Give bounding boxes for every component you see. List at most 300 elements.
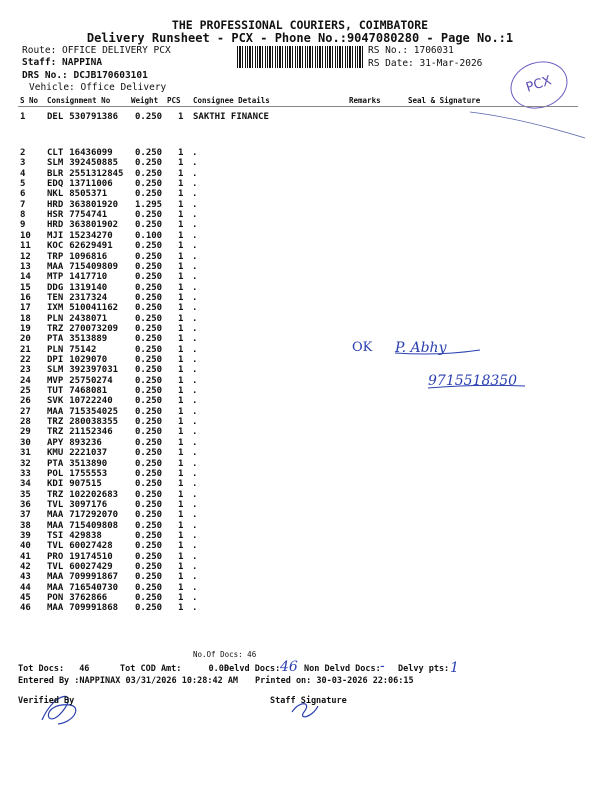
row-weight: 0.250 (135, 541, 163, 552)
row-consignment-number: 270073209 (69, 323, 119, 334)
row-consignment-number: 530791386 (69, 112, 119, 122)
row-consignee: . (192, 468, 198, 479)
row-branch-code: DEL (47, 112, 64, 122)
row-consignment-number: 1096816 (69, 251, 108, 262)
row-pcs: 1 (178, 417, 184, 428)
row-weight: 0.250 (135, 551, 163, 562)
no-of-docs: No.Of Docs: 46 (193, 650, 257, 659)
row-weight: 0.250 (135, 479, 163, 490)
row-consignee: . (192, 344, 198, 355)
row-consignee: . (192, 272, 198, 283)
delvd-docs-label: Delvd Docs: (224, 664, 281, 674)
row-branch-code: CLT (47, 148, 64, 158)
row-sno: 43 (20, 572, 31, 583)
row-consignment-number: 1319140 (69, 282, 108, 293)
tot-docs (18, 664, 89, 674)
row-sno: 45 (20, 593, 31, 604)
row-consignee: . (192, 303, 198, 314)
row-consignment-number: 16436099 (69, 148, 113, 158)
row-weight: 0.100 (135, 230, 163, 241)
verified-by-label: Verified By (18, 696, 75, 706)
row-consignee: . (192, 199, 198, 210)
row-weight: 0.250 (135, 406, 163, 417)
phone-underline (428, 385, 525, 388)
row-weight: 0.250 (135, 510, 163, 521)
row-pcs: 1 (178, 344, 184, 355)
row-consignment-number: 10722240 (69, 396, 113, 407)
col-sno: S No (20, 96, 39, 105)
row-sno: 11 (20, 241, 31, 252)
row-branch-code: PTA (47, 334, 64, 345)
row-sno: 41 (20, 551, 31, 562)
row-consignee: . (192, 158, 198, 169)
row-pcs: 1 (178, 562, 184, 572)
row-sno: 18 (20, 313, 31, 324)
row-weight: 0.250 (135, 303, 163, 314)
tot-docs-value: 46 (79, 664, 90, 674)
row-consignment-number: 715354025 (69, 406, 119, 417)
row-branch-code: NKL (47, 189, 64, 200)
row-consignee: . (192, 220, 198, 231)
non-delvd-label: Non Delvd Docs: (304, 664, 381, 674)
row-consignee: . (192, 572, 198, 583)
row-consignment-number: 13711006 (69, 179, 113, 190)
row-consignment-number: 363801902 (69, 220, 119, 231)
row-weight: 0.250 (135, 489, 163, 500)
row-consignee: SAKTHI FINANCE (193, 112, 269, 122)
non-delvd-value: - (380, 658, 385, 674)
delvy-pts-label: Delvy pts: (398, 664, 450, 674)
row-pcs: 1 (178, 158, 184, 169)
row-consignment-number: 716540730 (69, 582, 119, 593)
col-seal-signature: Seal & Signature (408, 96, 481, 105)
row-pcs: 1 (178, 251, 184, 262)
row-consignee: . (192, 251, 198, 262)
row-consignee: . (192, 375, 198, 386)
drs-number: DRS No.: DCJB170603101 (22, 70, 148, 81)
row-pcs: 1 (178, 396, 184, 407)
row-pcs: 1 (178, 520, 184, 531)
pcx-stamp: PCX (504, 54, 573, 116)
row-weight: 0.250 (135, 396, 163, 407)
row-consignment-number: 717292070 (69, 510, 119, 521)
runsheet-subtitle: Delivery Runsheet - PCX - Phone No.:9047080280 - Page No.:1 (86, 31, 514, 45)
row-sno: 24 (20, 375, 31, 386)
row-branch-code: TVL (47, 541, 64, 552)
row-sno: 10 (20, 230, 31, 241)
row-consignment-number: 709991868 (69, 603, 119, 614)
row-pcs: 1 (178, 199, 184, 210)
row-branch-code: SLM (47, 365, 64, 376)
staff-label: Staff: NAPPINA (22, 57, 103, 68)
row-consignment-number: 392450885 (69, 158, 119, 169)
row-branch-code: SLM (47, 158, 64, 169)
row-consignment-number: 60027429 (69, 562, 113, 572)
row-branch-code: BLR (47, 168, 64, 179)
entered-by: Entered By :NAPPINAX 03/31/2026 10:28:42 AM (18, 676, 239, 686)
row-weight: 0.250 (135, 323, 163, 334)
row-sno: 29 (20, 427, 31, 438)
row-branch-code: TRZ (47, 323, 64, 334)
row-consignment-number: 429838 (69, 530, 102, 541)
row-consignment-number: 280038355 (69, 417, 119, 428)
row-sno: 33 (20, 468, 31, 479)
handwritten-ok: OK (352, 340, 373, 355)
row-sno: 4 (20, 168, 26, 179)
row-pcs: 1 (178, 551, 184, 562)
row-weight: 0.250 (135, 313, 163, 324)
row-pcs: 1 (178, 386, 184, 397)
row-weight: 0.250 (135, 499, 163, 510)
row-weight: 0.250 (135, 458, 163, 469)
row-sno: 35 (20, 489, 31, 500)
row-consignment-number: 1029070 (69, 355, 108, 365)
row-branch-code: TRZ (47, 427, 64, 438)
row-pcs: 1 (178, 282, 184, 293)
row-branch-code: HSR (47, 210, 64, 221)
row-pcs: 1 (178, 603, 184, 614)
row-pcs: 1 (178, 437, 184, 448)
row-branch-code: SVK (47, 396, 64, 407)
row-branch-code: MAA (47, 510, 64, 521)
row-weight: 0.250 (135, 365, 163, 376)
row-sno: 13 (20, 261, 31, 272)
row-branch-code: TVL (47, 562, 64, 572)
row-consignment-number: 21152346 (69, 427, 113, 438)
row-consignment-number: 3762866 (69, 593, 108, 604)
row-consignee: . (192, 365, 198, 376)
row-sno: 26 (20, 396, 31, 407)
row-consignment-number: 62629491 (69, 241, 113, 252)
row-consignment-number: 2551312845 (69, 168, 124, 179)
row-branch-code: TSI (47, 530, 64, 541)
row-consignee: . (192, 562, 198, 572)
row-pcs: 1 (178, 334, 184, 345)
row-weight: 0.250 (135, 375, 163, 386)
row-weight: 1.295 (135, 199, 163, 210)
row-pcs: 1 (178, 489, 184, 500)
row-consignee: . (192, 323, 198, 334)
row-sno: 21 (20, 344, 31, 355)
row-branch-code: TRZ (47, 489, 64, 500)
row-consignment-number: 715409808 (69, 520, 119, 531)
rs-number: RS No.: 1706031 (368, 45, 454, 56)
row-weight: 0.250 (135, 261, 163, 272)
row-sno: 2 (20, 148, 26, 158)
row-pcs: 1 (178, 189, 184, 200)
row-consignee: . (192, 437, 198, 448)
row-pcs: 1 (178, 448, 184, 459)
row-pcs: 1 (178, 406, 184, 417)
tot-docs-label: Tot Docs: (18, 664, 65, 674)
row-consignee: . (192, 417, 198, 428)
row-consignment-number: 25750274 (69, 375, 113, 386)
row-branch-code: TRZ (47, 417, 64, 428)
row-pcs: 1 (178, 468, 184, 479)
row-consignee: . (192, 189, 198, 200)
tot-cod-value: 0.00 (208, 664, 230, 674)
row-pcs: 1 (178, 541, 184, 552)
row-weight: 0.250 (135, 593, 163, 604)
row-consignee: . (192, 541, 198, 552)
row-sno: 12 (20, 251, 31, 262)
row-pcs: 1 (178, 261, 184, 272)
row-branch-code: MAA (47, 261, 64, 272)
row-consignee: . (192, 499, 198, 510)
row-sno: 34 (20, 479, 31, 490)
row-sno: 6 (20, 189, 26, 200)
company-title: THE PROFESSIONAL COURIERS, COIMBATORE (171, 18, 429, 32)
row-branch-code: MTP (47, 272, 64, 283)
row-consignment-number: 7754741 (69, 210, 108, 221)
row-consignee: . (192, 334, 198, 345)
row-consignee: . (192, 396, 198, 407)
row-consignee: . (192, 520, 198, 531)
tot-cod (120, 664, 229, 674)
route-label: Route: OFFICE DELIVERY PCX (22, 45, 171, 56)
row-sno: 7 (20, 199, 26, 210)
row-branch-code: MAA (47, 603, 64, 614)
row-consignment-number: 3097176 (69, 499, 108, 510)
row-pcs: 1 (178, 499, 184, 510)
row-consignee: . (192, 179, 198, 190)
row-weight: 0.250 (135, 427, 163, 438)
row-consignment-number: 19174510 (69, 551, 113, 562)
row-branch-code: MAA (47, 406, 64, 417)
row-sno: 27 (20, 406, 31, 417)
staff-signature-label: Staff Signature (270, 696, 347, 706)
row-pcs: 1 (178, 572, 184, 583)
row-sno: 37 (20, 510, 31, 521)
delvy-pts-value: 1 (450, 660, 459, 676)
vehicle-label: Vehicle: Office Delivery (29, 82, 167, 93)
row-pcs: 1 (178, 210, 184, 221)
rs-date: RS Date: 31-Mar-2026 (368, 58, 483, 69)
row-weight: 0.250 (135, 148, 163, 158)
row-consignment-number: 15234270 (69, 230, 113, 241)
row-pcs: 1 (178, 593, 184, 604)
row-sno: 25 (20, 386, 31, 397)
row-branch-code: IXM (47, 303, 64, 314)
row-consignment-number: 715409809 (69, 261, 119, 272)
row-consignee: . (192, 313, 198, 324)
row-branch-code: PLN (47, 344, 64, 355)
row-consignee: . (192, 230, 198, 241)
row-consignee: . (192, 292, 198, 303)
row-sno: 14 (20, 272, 31, 283)
row-consignment-number: 1417710 (69, 272, 108, 283)
row-weight: 0.250 (135, 210, 163, 221)
row-consignment-number: 1755553 (69, 468, 108, 479)
row-pcs: 1 (178, 375, 184, 386)
row-consignment-number: 2221037 (69, 448, 108, 459)
row-sno: 42 (20, 562, 31, 572)
row-pcs: 1 (178, 323, 184, 334)
row-branch-code: TEN (47, 292, 64, 303)
row-consignment-number: 102202683 (69, 489, 119, 500)
row-sno: 23 (20, 365, 31, 376)
row-consignee: . (192, 530, 198, 541)
row-consignment-number: 893236 (69, 437, 102, 448)
row-weight: 0.250 (135, 355, 163, 365)
printed-on: Printed on: 30-03-2026 22:06:15 (255, 676, 414, 686)
seal-pen-stroke (470, 112, 585, 138)
row-branch-code: PTA (47, 458, 64, 469)
row-consignment-number: 907515 (69, 479, 102, 490)
row-weight: 0.250 (135, 468, 163, 479)
row-consignment-number: 2317324 (69, 292, 108, 303)
row-pcs: 1 (178, 458, 184, 469)
row-pcs: 1 (178, 530, 184, 541)
row-branch-code: KOC (47, 241, 64, 252)
row-consignment-number: 3513890 (69, 458, 108, 469)
row-consignment-number: 510041162 (69, 303, 119, 314)
row-branch-code: MAA (47, 582, 64, 593)
row-consignee: . (192, 168, 198, 179)
row-branch-code: HRD (47, 199, 64, 210)
row-weight: 0.250 (135, 417, 163, 428)
row-consignee: . (192, 448, 198, 459)
row-sno: 40 (20, 541, 31, 552)
row-pcs: 1 (178, 220, 184, 231)
col-consignee: Consignee Details (193, 96, 270, 105)
row-consignee: . (192, 458, 198, 469)
row-branch-code: MJI (47, 230, 64, 241)
col-pcs: PCS (167, 96, 181, 105)
row-weight: 0.250 (135, 572, 163, 583)
row-weight: 0.250 (135, 344, 163, 355)
row-weight: 0.250 (135, 520, 163, 531)
row-consignee: . (192, 148, 198, 158)
row-consignee: . (192, 582, 198, 593)
row-consignee: . (192, 551, 198, 562)
row-sno: 17 (20, 303, 31, 314)
row-sno: 3 (20, 158, 26, 169)
row-pcs: 1 (178, 112, 184, 122)
delvd-docs-value: 46 (280, 659, 298, 675)
row-consignee: . (192, 603, 198, 614)
row-weight: 0.250 (135, 386, 163, 397)
row-consignee: . (192, 479, 198, 490)
row-pcs: 1 (178, 427, 184, 438)
row-consignee: . (192, 510, 198, 521)
row-branch-code: KMU (47, 448, 64, 459)
row-branch-code: TVL (47, 499, 64, 510)
row-consignment-number: 709991867 (69, 572, 119, 583)
row-sno: 38 (20, 520, 31, 531)
row-weight: 0.250 (135, 272, 163, 283)
row-branch-code: DDG (47, 282, 64, 293)
row-branch-code: TRP (47, 251, 64, 262)
row-branch-code: HRD (47, 220, 64, 231)
row-sno: 46 (20, 603, 31, 614)
row-pcs: 1 (178, 365, 184, 376)
row-weight: 0.250 (135, 334, 163, 345)
row-sno: 5 (20, 179, 26, 190)
row-consignee: . (192, 261, 198, 272)
row-pcs: 1 (178, 272, 184, 283)
row-branch-code: MAA (47, 572, 64, 583)
row-weight: 0.250 (135, 179, 163, 190)
row-weight: 0.250 (135, 603, 163, 614)
row-consignee: . (192, 593, 198, 604)
row-sno: 1 (20, 112, 26, 122)
tot-cod-label: Tot COD Amt: (120, 664, 182, 674)
row-sno: 30 (20, 437, 31, 448)
row-sno: 39 (20, 530, 31, 541)
row-branch-code: DPI (47, 355, 64, 365)
row-pcs: 1 (178, 510, 184, 521)
row-sno: 44 (20, 582, 31, 593)
row-consignee: . (192, 386, 198, 397)
row-branch-code: PRO (47, 551, 64, 562)
row-weight: 0.250 (135, 112, 163, 122)
handwritten-signature: P. Abhy (395, 340, 447, 356)
row-pcs: 1 (178, 479, 184, 490)
row-branch-code: PON (47, 593, 64, 604)
row-consignment-number: 2438071 (69, 313, 108, 324)
row-sno: 9 (20, 220, 26, 231)
row-weight: 0.250 (135, 562, 163, 572)
row-branch-code: PLN (47, 313, 64, 324)
handwritten-phone: 9715518350 (428, 373, 518, 389)
row-consignment-number: 363801920 (69, 199, 119, 210)
row-pcs: 1 (178, 148, 184, 158)
row-sno: 16 (20, 292, 31, 303)
row-branch-code: KDI (47, 479, 64, 490)
row-branch-code: TUT (47, 386, 64, 397)
row-weight: 0.250 (135, 220, 163, 231)
row-consignment-number: 75142 (69, 344, 97, 355)
row-weight: 0.250 (135, 437, 163, 448)
row-consignee: . (192, 241, 198, 252)
col-weight: Weight (131, 96, 159, 105)
row-branch-code: APY (47, 437, 64, 448)
row-sno: 32 (20, 458, 31, 469)
row-weight: 0.250 (135, 530, 163, 541)
row-sno: 36 (20, 499, 31, 510)
row-weight: 0.250 (135, 189, 163, 200)
row-consignment-number: 60027428 (69, 541, 113, 552)
row-sno: 20 (20, 334, 31, 345)
row-pcs: 1 (178, 179, 184, 190)
row-sno: 8 (20, 210, 26, 221)
row-consignment-number: 3513889 (69, 334, 108, 345)
row-sno: 22 (20, 355, 31, 365)
row-sno: 19 (20, 323, 31, 334)
row-consignee: . (192, 210, 198, 221)
col-remarks: Remarks (349, 96, 381, 105)
row-consignment-number: 8505371 (69, 189, 108, 200)
row-weight: 0.250 (135, 168, 163, 179)
row-branch-code: MAA (47, 520, 64, 531)
row-pcs: 1 (178, 303, 184, 314)
row-consignee: . (192, 406, 198, 417)
row-branch-code: POL (47, 468, 64, 479)
row-pcs: 1 (178, 582, 184, 593)
row-sno: 28 (20, 417, 31, 428)
row-pcs: 1 (178, 241, 184, 252)
row-pcs: 1 (178, 355, 184, 365)
row-consignee: . (192, 489, 198, 500)
row-consignee: . (192, 282, 198, 293)
row-consignee: . (192, 355, 198, 365)
row-weight: 0.250 (135, 158, 163, 169)
row-consignment-number: 392397031 (69, 365, 119, 376)
row-pcs: 1 (178, 168, 184, 179)
row-consignment-number: 7468081 (69, 386, 108, 397)
row-pcs: 1 (178, 230, 184, 241)
